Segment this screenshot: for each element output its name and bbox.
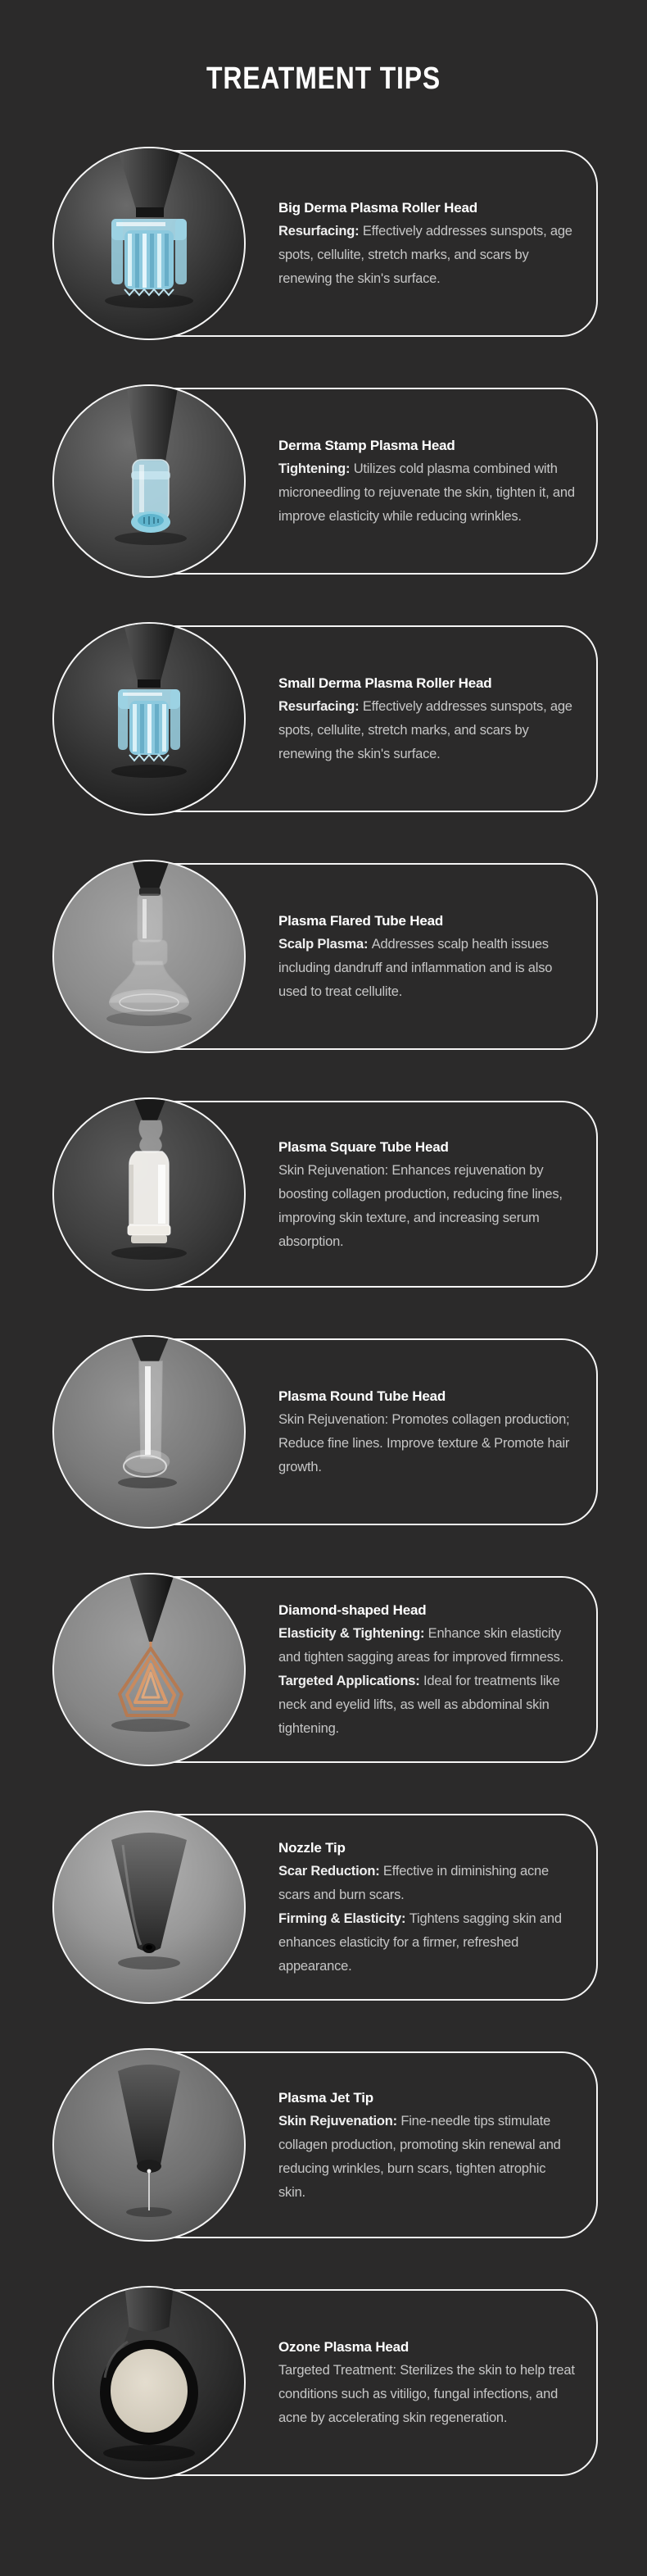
paragraph-text: Tightens sagging skin and enhances elasticity for a firmer, refreshed appearance.: [278, 1911, 562, 1974]
paragraph-text: Utilizes cold plasma combined with microneedling to rejuvenate the skin, tighten it, and improve elasticity while reducing wrinkles.: [278, 461, 575, 524]
lead-label: Scar Reduction:: [278, 1864, 380, 1879]
treatment-card-flared-tube: [139, 863, 598, 1050]
paragraph-text: Skin Rejuvenation: Promotes collagen production; Reduce fine lines. Improve texture & Promote hair growth.: [278, 1412, 570, 1474]
square-tube-illustration: [54, 1099, 244, 1289]
photo-big-derma-plasma-roller-head: [52, 147, 246, 340]
card-paragraph: [278, 1860, 575, 1907]
card-paragraph: [278, 695, 575, 766]
treatment-card-square-tube: [139, 1101, 598, 1288]
ozone-head-illustration: [54, 2288, 244, 2478]
photo-plasma-flared-tube-head: [52, 860, 246, 1053]
card-paragraph: [278, 2359, 575, 2430]
photo-nozzle-tip: [52, 1810, 246, 2004]
treatment-card-round-tube: [139, 1338, 598, 1525]
card-paragraph: [278, 1159, 575, 1254]
card-paragraph: [278, 1408, 575, 1479]
treatment-card-nozzle-tip: [139, 1814, 598, 2001]
paragraph-text: Ideal for treatments like neck and eyelid lifts, as well as abdominal skin tightening.: [278, 1674, 560, 1736]
flared-tube-illustration: [54, 861, 244, 1052]
photo-ozone-plasma-head: [52, 2286, 246, 2479]
photo-plasma-square-tube-head: [52, 1097, 246, 1291]
card-paragraph: [278, 2110, 575, 2205]
treatment-cards-list: [0, 150, 647, 2476]
card-title: Plasma Jet Tip: [278, 2089, 373, 2106]
lead-label: Skin Rejuvenation:: [278, 2113, 397, 2128]
lead-label: Resurfacing:: [278, 699, 360, 714]
page-title: TREATMENT TIPS: [206, 61, 441, 96]
photo-diamond-shaped-head: [52, 1573, 246, 1766]
treatment-card-diamond-head: [139, 1576, 598, 1763]
lead-label: Firming & Elasticity:: [278, 1911, 406, 1926]
paragraph-text: Addresses scalp health issues including dandruff and inflammation and is also used to treat cellulite.: [278, 937, 553, 999]
card-title: Diamond-shaped Head: [278, 1602, 427, 1618]
paragraph-text: Effectively addresses sunspots, age spots, cellulite, stretch marks, and scars by renewing the skin's surface.: [278, 224, 572, 286]
nozzle-tip-illustration: [54, 1812, 244, 2002]
treatment-card-derma-stamp: [139, 388, 598, 575]
card-paragraph: [278, 933, 575, 1004]
card-title: Nozzle Tip: [278, 1840, 346, 1856]
paragraph-text: Effective in diminishing acne scars and burn scars.: [278, 1864, 550, 1902]
plasma-jet-tip-illustration: [54, 2050, 244, 2240]
photo-plasma-jet-tip: [52, 2048, 246, 2242]
lead-label: Resurfacing:: [278, 224, 360, 239]
treatment-card-big-derma-roller: [139, 150, 598, 337]
card-paragraph: [278, 1907, 575, 1979]
paragraph-text: Skin Rejuvenation: Enhances rejuvenation by boosting collagen production, reducing fine lines, improving skin texture, and increasing serum absorption.: [278, 1162, 563, 1249]
paragraph-text: Fine-needle tips stimulate collagen production, promoting skin renewal and reducing wrinkles, burn scars, tighten atrophic skin.: [278, 2113, 561, 2200]
photo-plasma-round-tube-head: [52, 1335, 246, 1529]
card-title: Plasma Flared Tube Head: [278, 913, 444, 929]
card-title: Plasma Square Tube Head: [278, 1138, 449, 1155]
lead-label: Scalp Plasma:: [278, 937, 369, 952]
bottom-spacer: [0, 2476, 647, 2515]
lead-label: Targeted Applications:: [278, 1674, 420, 1688]
small-derma-roller-illustration: [54, 624, 244, 814]
treatment-card-plasma-jet-tip: [139, 2051, 598, 2238]
treatment-card-ozone-head: [139, 2289, 598, 2476]
card-title: Small Derma Plasma Roller Head: [278, 675, 492, 691]
diamond-head-illustration: [54, 1574, 244, 1765]
card-paragraph: [278, 1670, 575, 1741]
card-paragraph: [278, 220, 575, 291]
card-title: Plasma Round Tube Head: [278, 1388, 446, 1404]
card-title: Ozone Plasma Head: [278, 2339, 409, 2355]
photo-derma-stamp-plasma-head: [52, 384, 246, 578]
big-derma-roller-illustration: [54, 148, 244, 338]
paragraph-text: Enhance skin elasticity and tighten sagging areas for improved firmness.: [278, 1626, 564, 1665]
photo-small-derma-plasma-roller-head: [52, 622, 246, 816]
paragraph-text: Effectively addresses sunspots, age spots, cellulite, stretch marks, and scars by renewing the skin's surface.: [278, 699, 572, 761]
card-title: Big Derma Plasma Roller Head: [278, 200, 477, 216]
card-paragraph: [278, 1622, 575, 1670]
lead-label: Tightening:: [278, 461, 351, 476]
derma-stamp-illustration: [54, 386, 244, 576]
round-tube-illustration: [54, 1337, 244, 1527]
treatment-card-small-derma-roller: [139, 625, 598, 812]
card-paragraph: [278, 457, 575, 529]
card-title: Derma Stamp Plasma Head: [278, 438, 455, 453]
paragraph-text: Targeted Treatment: Sterilizes the skin to help treat conditions such as vitiligo, fungal infections, and acne by accelerating skin regeneration.: [278, 2363, 575, 2425]
lead-label: Elasticity & Tightening:: [278, 1626, 425, 1641]
